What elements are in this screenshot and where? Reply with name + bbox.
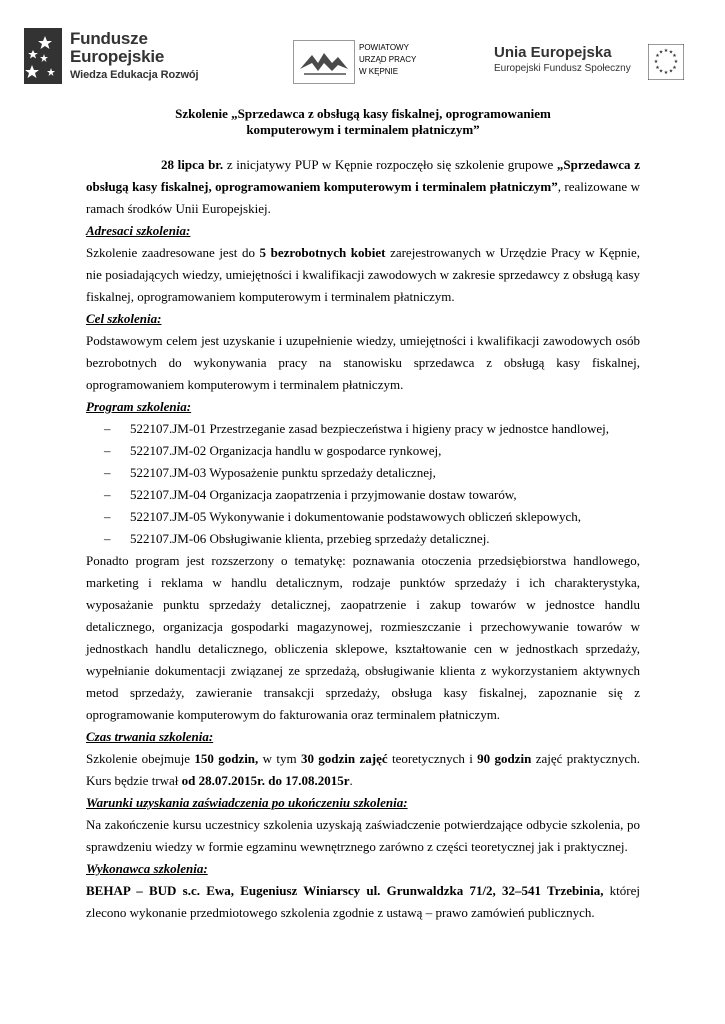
eu-logo-title: Unia Europejska: [494, 44, 612, 61]
svg-text:★: ★: [672, 65, 677, 71]
list-item: – 522107.JM-03 Wyposażenie punktu sprzedaży detalicznej,: [104, 465, 436, 480]
section-heading-warunki: Warunki uzyskania zaświadczenia po ukończeniu szkolenia:: [86, 795, 408, 810]
svg-text:★: ★: [672, 53, 677, 59]
svg-text:★: ★: [673, 59, 679, 65]
document-title: [86, 106, 640, 138]
section-heading-czas: Czas trwania szkolenia:: [86, 729, 214, 744]
wykonawca-paragraph: BEHAP – BUD s.c. Ewa, Eugeniusz Winiarscy ul. Grunwaldzka 71/2, 32–541 Trzebinia, której zlecono wykonanie przedmiotowego szkolenia zgodnie z ustawą – prawo zamówień publicznych.: [86, 883, 640, 920]
intro-paragraph: 28 lipca br. z inicjatywy PUP w Kępnie rozpoczęło się szkolenie grupowe „Sprzedawca z obsługą kasy fiskalnej, oprogramowaniem komputerowym i terminalem płatniczym”, realizowane w ramach środków Unii Europejskiej.: [86, 157, 641, 216]
fundusze-europejskie-logo: [24, 28, 224, 88]
fe-flag-icon: [24, 28, 62, 84]
list-item: – 522107.JM-05 Wykonywanie i dokumentowanie podstawowych obliczeń sklepowych,: [104, 509, 582, 524]
pup-logo-line2: URZĄD PRACY: [359, 55, 417, 64]
list-item: – 522107.JM-06 Obsługiwanie klienta, przebieg sprzedaży detalicznej.: [104, 531, 490, 546]
cel-paragraph: Podstawowym celem jest uzyskanie i uzupełnienie wiedzy, umiejętności i kwalifikacji zawodowych osób bezrobotnych do wykonywania pracy na stanowisku sprzedawca z obsługą kasy fiskalnej, oprogramowaniem komputerowym i terminalem płatniczym.: [86, 333, 640, 392]
adresaci-paragraph: Szkolenie zaadresowane jest do 5 bezrobotnych kobiet zarejestrowanych w Urzędzie Pracy w Kępnie, nie posiadających wiedzy, umiejętności i kwalifikacji zawodowych w zakresie sprzedawcy z obsługą kasy fiskalnej, oprogramowaniem komputerowym i terminalem płatniczym.: [86, 245, 641, 304]
section-heading-wykonawca: Wykonawca szkolenia:: [86, 861, 208, 876]
title-line2: komputerowym i terminalem płatniczym”: [246, 122, 480, 137]
training-name: „Sprzedawca z obsługą kasy fiskalnej, oprogramowaniem komputerowym i terminalem płatniczym”: [86, 157, 640, 194]
section-heading-program: Program szkolenia:: [86, 399, 192, 414]
list-item: – 522107.JM-01 Przestrzeganie zasad bezpieczeństwa i higieny pracy w jednostce handlowej,: [104, 421, 610, 436]
pup-arrows-icon: [294, 41, 354, 83]
section-heading-cel: Cel szkolenia:: [86, 311, 162, 326]
list-item: – 522107.JM-02 Organizacja handlu w gospodarce rynkowej,: [104, 443, 442, 458]
document-body: [86, 106, 640, 924]
svg-text:★: ★: [663, 48, 669, 54]
pup-logo: [293, 40, 433, 84]
eu-flag-icon: [648, 44, 684, 80]
warunki-paragraph: Na zakończenie kursu uczestnicy szkolenia uzyskają zaświadczenie potwierdzające odbycie szkolenia, po sprawdzeniu wiedzy w formie egzaminu wewnętrznego zarówno z części teoretycznej jak i praktycznej.: [86, 817, 640, 854]
section-heading-adresaci: Adresaci szkolenia:: [86, 223, 191, 238]
pup-logo-line1: POWIATOWY: [359, 43, 409, 52]
svg-text:★: ★: [668, 49, 674, 56]
svg-text:★: ★: [658, 49, 664, 56]
fe-logo-line1: Fundusze: [70, 29, 148, 48]
eu-logo-subtitle: Europejski Fundusz Społeczny: [494, 63, 631, 74]
svg-text:★: ★: [653, 59, 659, 65]
svg-text:★: ★: [663, 70, 669, 76]
unia-europejska-logo: [494, 44, 694, 88]
svg-text:★: ★: [658, 68, 664, 75]
intro-date: 28 lipca br.: [161, 157, 224, 172]
svg-text:★: ★: [655, 53, 660, 59]
header-logos: [0, 0, 725, 100]
fe-logo-line2: Europejskie: [70, 47, 165, 66]
program-list: [86, 418, 640, 550]
svg-text:★: ★: [655, 65, 660, 71]
list-item: – 522107.JM-04 Organizacja zaopatrzenia i przyjmowanie dostaw towarów,: [104, 487, 517, 502]
pup-logo-line3: W KĘPNIE: [359, 67, 399, 76]
svg-text:★: ★: [668, 68, 674, 75]
title-line1: Szkolenie „Sprzedawca z obsługą kasy fiskalnej, oprogramowaniem: [175, 106, 551, 121]
czas-paragraph: Szkolenie obejmuje 150 godzin, w tym 30 godzin zajęć teoretycznych i 90 godzin zajęć praktycznych. Kurs będzie trwał od 28.07.2015r. do 17.08.2015r.: [86, 751, 641, 788]
pup-emblem: [293, 40, 355, 84]
fe-logo-line3: Wiedza Edukacja Rozwój: [70, 69, 199, 81]
program-extended-paragraph: Ponadto program jest rozszerzony o tematykę: poznawania otoczenia przedsiębiorstwa handlowego, marketing i reklama w handlu detalicznym, rodzaje punktów sprzedaży i ich charakterystyka, wyposażanie punktu sprzedaży detalicznej, zaopatrzenie i zakup towarów w jednostce handlu detalicznego, organizacja gospodarki magazynowej, rozmieszczanie i przechowywanie towarów w jednostkach handlu detalicznego, obliczenia sklepowe, kształtowanie cen w jednostkach sprzedaży, wypełnianie dokumentacji związanej ze sprzedażą, obsługiwanie klienta z wykorzystaniem aktywnych metod sprzedaży, zawieranie transakcji sprzedaży, obsługa kasy fiskalnej, zapoznanie się z oprogramowanie komputerowym do fakturowania oraz terminalem płatniczym.: [86, 553, 640, 722]
